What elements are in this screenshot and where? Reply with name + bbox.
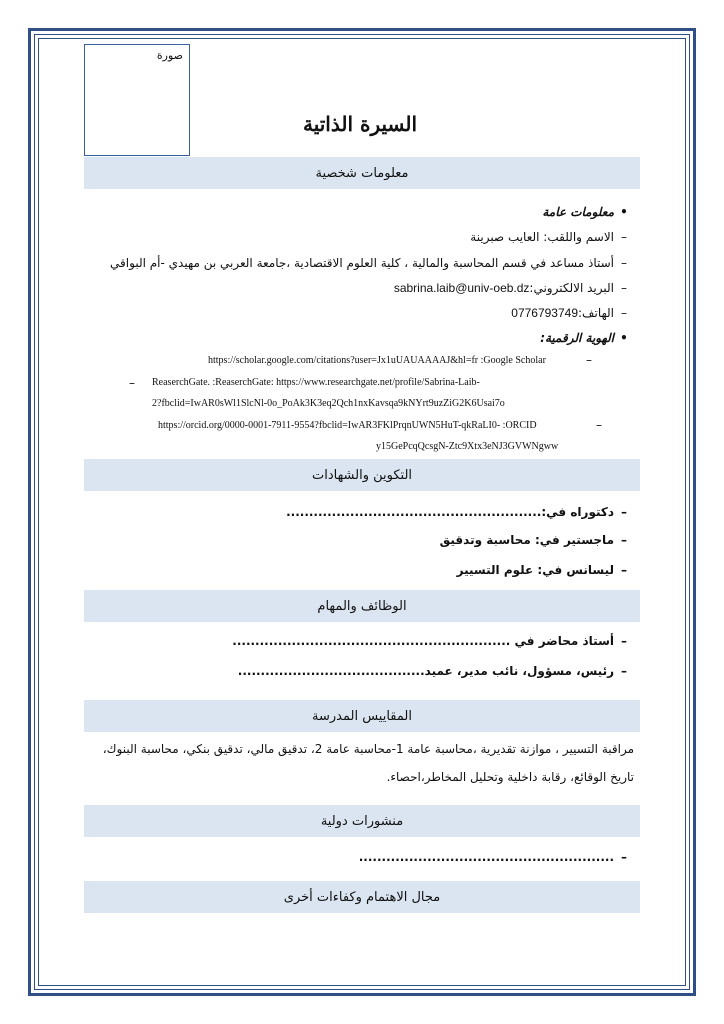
publication-line-1: –........................................................ (359, 850, 634, 864)
job-line-2: –رئيس، مسؤول، نائب مدير، عميد......................................... (238, 664, 634, 678)
dash-marker: – (621, 281, 627, 295)
photo-placeholder (84, 44, 190, 156)
dash-marker: – (621, 850, 627, 864)
researchgate-link-line2[interactable]: 2?fbclid=IwAR0sWl1SlcNl-0o_PoAk3K3eq2Qch1nxKavsqa9kNYrt9uzZiG2K6Usai7o (152, 398, 505, 409)
section-jobs: الوظائف والمهام (84, 590, 640, 622)
dash-marker: – (621, 533, 627, 547)
courses-line-1: مراقبة التسيير ، موازنة تقديرية ،محاسبة عامة 1-محاسبة عامة 2، تدقيق مالي، تدقيق بنكي، محاسبة البنوك، (102, 742, 634, 756)
name-line: –الاسم واللقب: العايب صبرينة (470, 230, 634, 244)
dash-marker: – (621, 256, 627, 270)
dash-marker: – (129, 376, 135, 390)
dash-marker: – (586, 353, 592, 367)
orcid-link-line1[interactable]: https://orcid.org/0000-0001-7911-9554?fbclid=IwAR3FKlPrqnUWN5HuT-qkRaLI0- :ORCID (158, 420, 537, 431)
license-line: –ليسانس في: علوم التسيير (457, 563, 634, 577)
email-link[interactable]: sabrina.laib@univ-oeb.dz (393, 281, 530, 295)
section-publications: منشورات دولية (84, 805, 640, 837)
google-scholar-link[interactable]: https://scholar.google.com/citations?user=Jx1uUAUAAAAJ&hl=fr :Google Scholar (208, 355, 546, 366)
email-line: –البريد الالكتروني:sabrina.laib@univ-oeb.dz (394, 281, 634, 295)
doctorate-line: –دكتوراه في:........................................................ (286, 505, 634, 519)
photo-label: صورة (156, 49, 183, 62)
digital-id-heading: •الهوية الرقمية: (540, 331, 634, 345)
courses-line-2: تاريخ الوقائع، رقابة داخلية وتحليل المخاطر،احصاء. (386, 770, 634, 784)
section-interests: مجال الاهتمام وكفاءات أخرى (84, 881, 640, 913)
section-education: التكوين والشهادات (84, 459, 640, 491)
section-personal-info: معلومات شخصية (84, 157, 640, 189)
orcid-link-line2[interactable]: y15GePcqQcsgN-Ztc9Xtx3eNJ3GVWNgww (376, 441, 559, 452)
dash-marker: – (621, 306, 627, 320)
researchgate-link-line1[interactable]: ReaserchGate. :ReaserchGate: https://www.researchgate.net/profile/Sabrina-Laib- (152, 377, 480, 388)
page-title: السيرة الذاتية (302, 112, 418, 136)
general-info-heading: •معلومات عامة (542, 205, 634, 219)
dash-marker: – (596, 418, 602, 432)
position-line: –أستاذ مساعد في قسم المحاسبة والمالية ، كلية العلوم الاقتصادية ،جامعة العربي بن مهيدي -أم البواقي (110, 256, 634, 270)
masters-line: –ماجستير في: محاسبة وتدقيق (440, 533, 634, 547)
job-line-1: –أستاذ محاضر في ............................................................. (232, 634, 634, 648)
bullet-icon: • (620, 331, 628, 345)
dash-marker: – (621, 563, 627, 577)
section-courses: المقاييس المدرسة (84, 700, 640, 732)
bullet-icon: • (620, 205, 628, 219)
dash-marker: – (621, 505, 627, 519)
dash-marker: – (621, 634, 627, 648)
dash-marker: – (621, 230, 627, 244)
phone-line: –الهاتف:0776793749 (511, 306, 634, 320)
dash-marker: – (621, 664, 627, 678)
